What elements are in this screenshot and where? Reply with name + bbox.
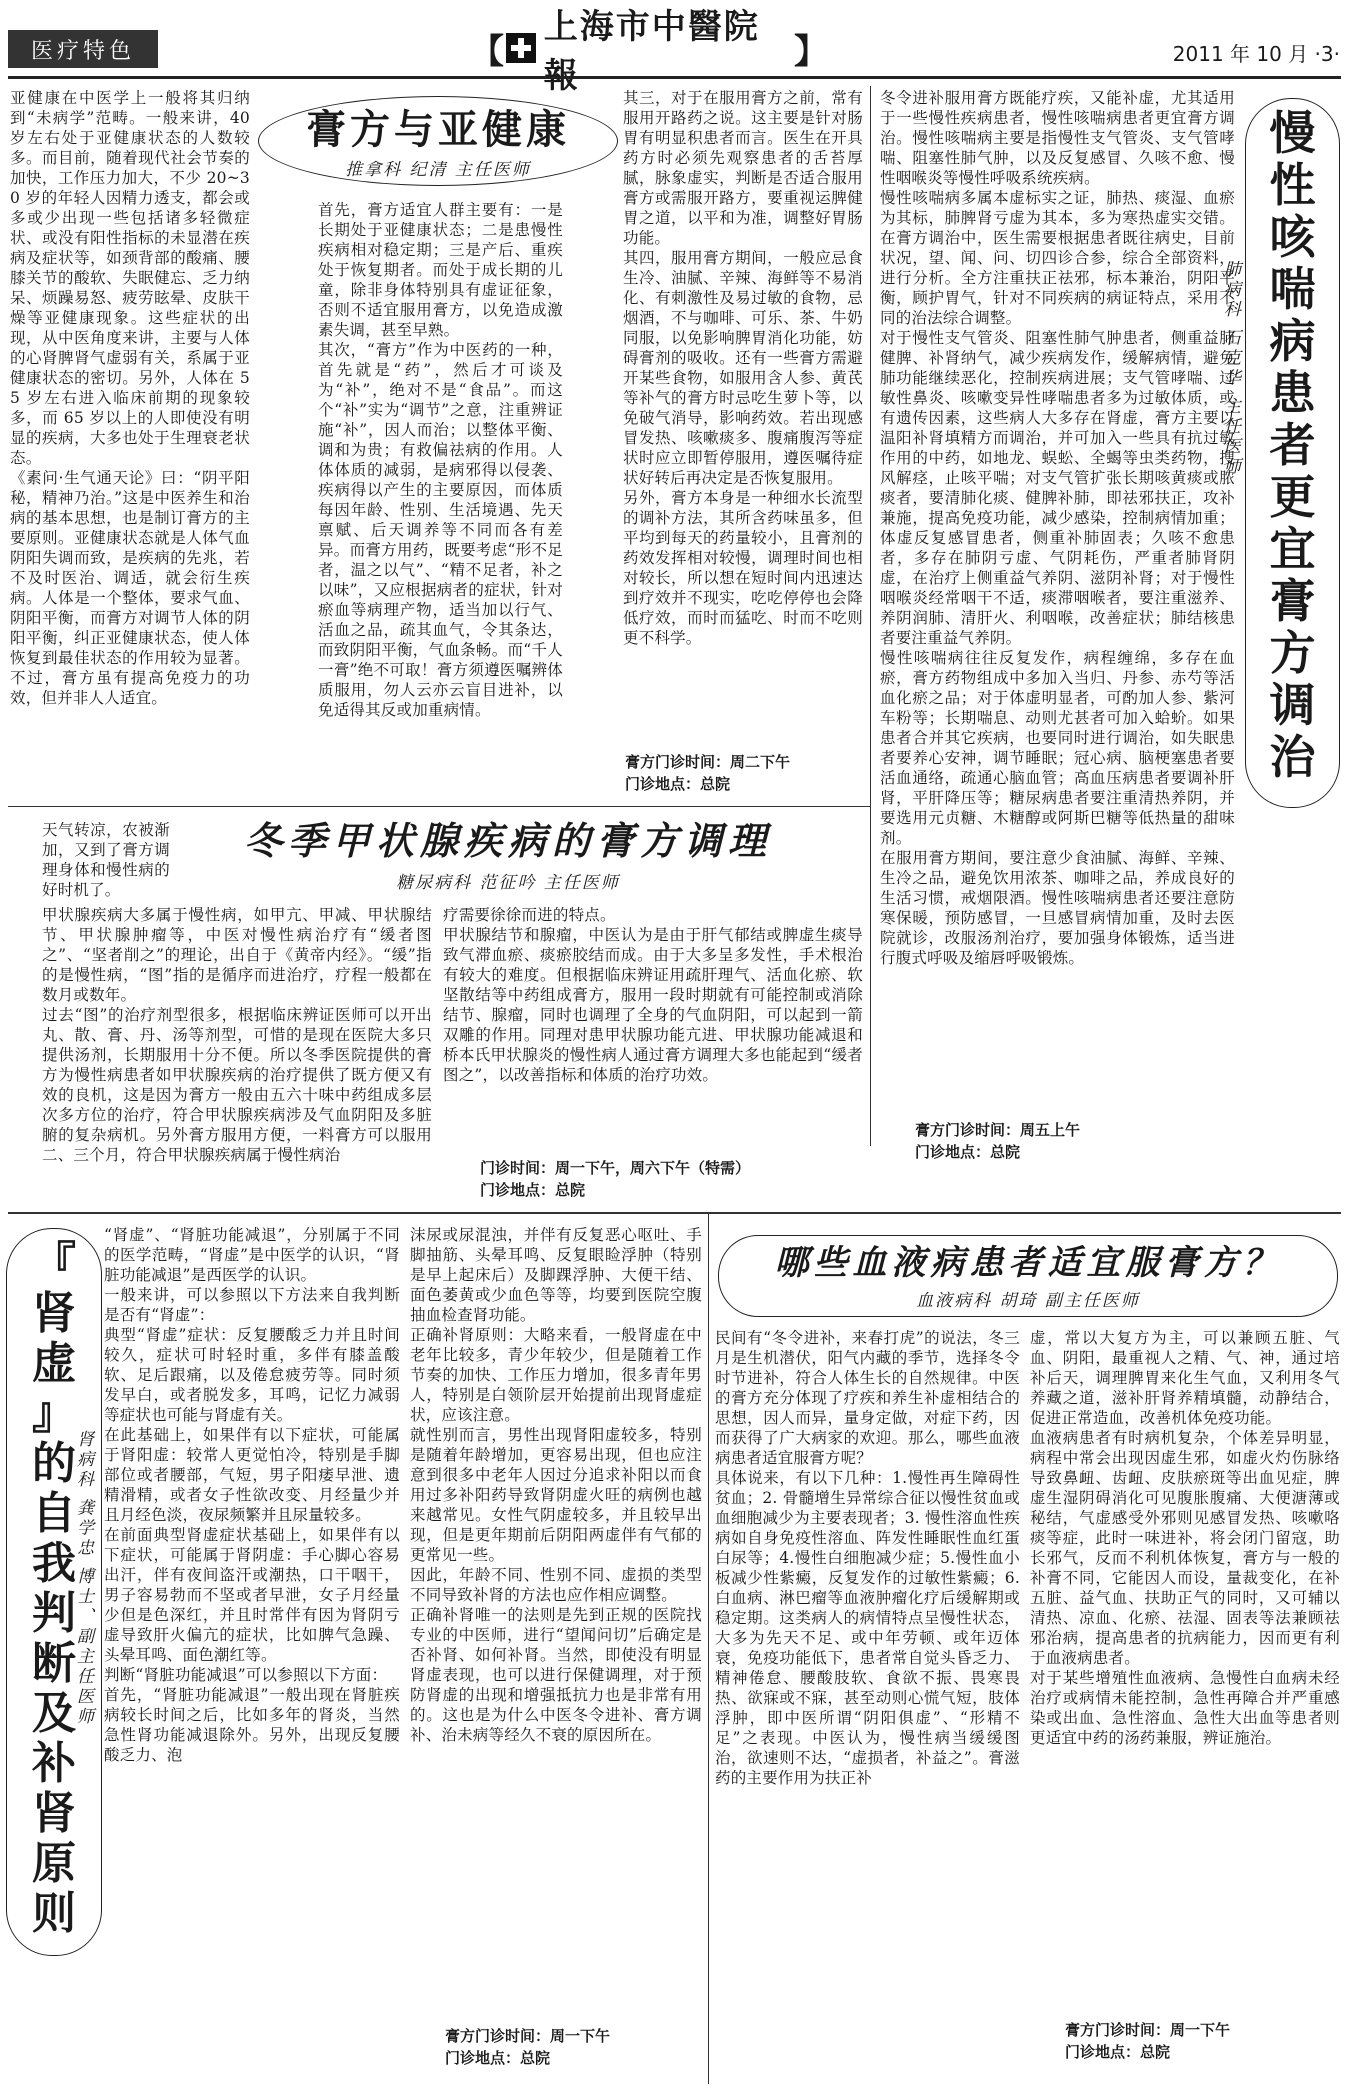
article4-clinic-time: 膏方门诊时间：周一下午 (445, 2027, 611, 2045)
article4-title-char: 『 (32, 1238, 76, 1289)
article5-clinic-time: 膏方门诊时间：周一下午 (1065, 2021, 1231, 2039)
article5-byline: 血液病科 胡琦 副主任医师 (916, 1291, 1140, 1311)
article4-title-char: 原 (32, 1838, 76, 1889)
article4-title-char: 自 (32, 1488, 76, 1539)
article4-title-char: 断 (32, 1638, 76, 1689)
article2-text: 冬令进补服用膏方既能疗疾，又能补虚，尤其适用于一些慢性疾病患者，慢性咳喘病患者更宜膏方调治。慢性咳喘病主要是指慢性支气管炎、支气管哮喘、阻塞性肺气肿，以及反复感冒、久咳不愈、慢性咽喉炎等慢性呼吸系统疾病。 慢性咳喘病多属本虚标实之证，肺热、痰湿、血瘀为其标，肺脾肾亏虚为其本，多为寒热虚实交错。在膏方调治中，医生需要根据患者既往病史，目前状况，望、闻、问、切四诊合参，综合全部资料，进行分析。全方注重扶正祛邪，标本兼治，阴阳平衡，顾护胃气，针对不同疾病的病证特点，采用不同的治法综合调整。 对于慢性支气管炎、阻塞性肺气肿患者，侧重益肺健脾、补肾纳气，减少疾病发作，缓解病情，避免肺功能继续恶化，控制疾病进展；支气管哮喘、过敏性鼻炎、咳嗽变异性哮喘患者多为过敏体质，或有遗传因素，这些病人大多存在肾虚，膏方主要以温阳补肾填精方而调治，并可加入一些具有抗过敏作用的中药，如地龙、蜈蚣、全蝎等虫类药物，搜风解痉，止咳平喘；对支气管扩张长期咳黄痰或脓痰者，要清肺化痰、健脾补肺，即祛邪扶正，攻补兼施，提高免疫功能，减少感染，控制病情加重；体虚反复感冒患者，侧重补肺固表；久咳不愈患者，多存在肺阴亏虚、气阴耗伤，严重者肺肾阴虚，在治疗上侧重益气养阴、滋阴补肾；对于慢性咽喉炎经常咽干不适，痰滞咽喉者，要注重滋养、养阴润肺、清肝火、利咽喉，改善症状；肺结核患者要注重益气养阴。 慢性咳喘病往往反复发作，病程缠绵，多存在血瘀，膏方药物组成中多加入当归、丹参、赤芍等活血化瘀之品；对于体虚明显者，可酌加人参、紫河车粉等；长期喘息、动则尤甚者可加入蛤蚧。如果患者合并其它疾病，也要同时进行调治，如失眠患者要养心安神，调节睡眠；冠心病、脑梗塞患者要活血通络，疏通心脑血管；高血压病患者要调补肝肾，平肝降压等；糖尿病患者要注重清热养阴，并要选用元贞糖、木糖醇或阿斯巴糖等低热量的甜味剂。 在服用膏方期间，要注意少食油腻、海鲜、辛辣、生冷之品，避免饮用浓茶、咖啡之品，养成良好的生活习惯，戒烟限酒。慢性咳喘病患者还要注意防寒保暖，预防感冒，一旦感冒病情加重，及时去医院就诊，改服汤剂治疗，要加强身体锻炼，适当进行腹式呼吸及缩唇呼吸锻炼。 (880, 89, 1235, 967)
middle-rule (8, 1212, 1341, 1214)
article4-title-char: 虚 (32, 1338, 76, 1389)
article2-title-char: 患 (1269, 366, 1316, 420)
article4-byline: 肾病科 龚学忠 博士、副主任医师 (73, 1430, 93, 1727)
article3-lead: 天气转凉，农被渐加，又到了膏方调理身体和慢性病的好时机了。 (42, 821, 170, 899)
article2-title-char: 调 (1269, 678, 1316, 732)
article4-title-char: 我 (32, 1538, 76, 1589)
article1-col2: 首先，膏方适宜人群主要有：一是长期处于亚健康状态；二是患慢性疾病相对稳定期；三是产后、重疾处于恢复期者。而处于成长期的儿童，除非身体特别具有虚证征象，否则不适宜服用膏方，以免造成激素失调，甚至早熟。 其次，“膏方”作为中医药的一种，首先就是“药”，然后才可谈及为“补”，绝对不是“食品”。而这个“补”实为“调节”之意，注重辨证施“补”，因人而治；以整体平衡、调和为贵；有救偏祛病的作用。人体体质的减弱，是病邪得以侵袭、疾病得以产生的主要原因，而体质每因年龄、性别、生活境遇、先天禀赋、后天调养等不同而各有差异。而膏方用药，既要考虑“形不足者，温之以气”、“精不足者，补之以味”，又应根据病者的症状，针对瘀血等病理产物，适当加以行气、活血之品，疏其血气，令其条达，而致阴阳平衡，气血条畅。而“千人一膏”绝不可取！膏方须遵医嘱辨体质服用，勿人云亦云盲目进补，以免适得其反或加重病情。 (318, 201, 563, 719)
article3-title: 冬季甲状腺疾病的膏方调理 (243, 819, 772, 863)
article1-col3: 其三，对于在服用膏方之前，常有服用开路药之说。这主要是针对肠胃有明显积患者而言。医生在开具药方时必须先观察患者的舌苔厚腻，脉象虚实，判断是否适合服用膏方或需服开路方，要重视运脾健胃之道，以平和为准，调整好胃肠功能。 其四，服用膏方期间，一般应忌食生冷、油腻、辛辣、海鲜等不易消化、有刺激性及易过敏的食物，忌烟酒，不与咖啡、可乐、茶、牛奶同服，以免影响脾胃消化功能，妨碍膏剂的吸收。还有一些膏方需避开某些食物，如服用含人参、黄芪等补气的膏方时忌吃生萝卜等，以免破气消导，影响药效。若出现感冒发热、咳嗽痰多、腹痛腹泻等症状时应立即暂停服用，遵医嘱待症状好转后再决定是否恢复服用。 另外，膏方本身是一种细水长流型的调补方法，其所含药味虽多，但平均到每天的药量较小，且膏剂的药效发挥相对较慢，调理时间也相对较长，所以想在短时间内迅速达到疗效并不现实，吃吃停停也会降低疗效，而时而猛吃、时而不吃则更不科学。 (623, 89, 863, 647)
masthead-bracket-left: 【 (470, 31, 506, 72)
article4-title-char: 的 (32, 1438, 76, 1489)
article3-clinic-time: 门诊时间：周一下午，周六下午（特需） (480, 1159, 751, 1177)
masthead (470, 7, 830, 96)
article2-title (1246, 107, 1339, 783)
article3-clinic-place: 门诊地点：总院 (480, 1181, 586, 1199)
article2-title-char: 病 (1269, 314, 1316, 368)
article3-col2: 疗需要徐徐而进的特点。 甲状腺结节和腺瘤，中医认为是由于肝气郁结或脾虚生痰导致气滞血瘀、痰瘀胶结而成。由于大多呈多发性，手术根治有较大的难度。但根据临床辨证用疏肝理气、活血化瘀、软坚散结等中药组成膏方，服用一段时期就有可能控制或消除结节、腺瘤，同时也调理了全身的气血阴阳，可以起到一箭双雕的作用。同理对患甲状腺功能亢进、甲状腺功能减退和桥本氏甲状腺炎的慢性病人通过膏方调理大多也能起到“缓者图之”，以改善指标和体质的治疗功效。 (443, 906, 863, 1084)
article2-clinic-time: 膏方门诊时间：周五上午 (915, 1121, 1081, 1139)
article1-byline: 推拿科 纪清 主任医师 (345, 160, 531, 180)
article1-clinic-place: 门诊地点：总院 (625, 775, 731, 793)
masthead-bracket-right: 】 (794, 31, 830, 72)
article2-title-char: 性 (1269, 158, 1316, 212)
article2-title-char: 膏 (1269, 574, 1316, 628)
article4-col1: “肾虚”、“肾脏功能减退”，分别属于不同的医学范畴，“肾虚”是中医学的认识，“肾脏功能减退”是西医学的认识。 一般来讲，可以参照以下方法来自我判断是否有“肾虚”： 典型“肾虚”症状：反复腰酸乏力并且时间较久，症状可时轻时重，多伴有膝盖酸软、足后跟痛，以及倦怠疲劳等。同时须发早白，或者脱发多，耳鸣，记忆力减弱等症状也可能与肾虚有关。 在此基础上，如果伴有以下症状，可能属于肾阳虚：较常人更觉怕冷，特别是手脚部位或者腰部，气短，男子阳痿早泄、遗精滑精，或者女子性欲改变、月经量少并且月经色淡，夜尿频繁并且尿量较多。 在前面典型肾虚症状基础上，如果伴有以下症状，可能属于肾阴虚：手心脚心容易出汗，伴有夜间盗汗或潮热，口干咽干，男子容易勃而不坚或者早泄，女子月经量少但是色深红，并且时常伴有因为肾阴亏虚导致肝火偏亢的症状，比如脾气急躁、头晕耳鸣、面色潮红等。 判断“肾脏功能减退”可以参照以下方面： 首先，“肾脏功能减退”一般出现在肾脏疾病较长时间之后，比如多年的肾炎，当然急性肾功能减退除外。另外，出现反复腰酸乏力、泡 (104, 1226, 400, 1764)
masthead-title: 上海市中醫院報 (543, 7, 760, 96)
article4-title-char: 』 (32, 1388, 76, 1439)
article5-title: 哪些血液病患者适宜服膏方？ (774, 1243, 1282, 1283)
article4-title-char: 则 (32, 1888, 76, 1939)
article2-title-char: 喘 (1269, 262, 1316, 316)
article2-title-char: 慢 (1269, 106, 1316, 160)
article1-col1: 亚健康在中医学上一般将其归纳到“未病学”范畴。一般来讲，40 岁左右处于亚健康状态的人数较多。而目前，随着现代社会节奏的加快，工作压力加大，不少 20~30 岁的年轻人因精力透支，都会或多或少出现一些包括诸多轻微症状、或没有阳性指标的未显潜在疾病及症状等，如颈背部的酸痛、腰膝关节的酸软、失眠健忘、乏力纳呆、烦躁易怒、疲劳眩晕、皮肤干燥等亚健康现象。这些症状的出现，从中医角度来讲，主要与人体的心肾脾肾气虚弱有关，系属于亚健康状态的密切。另外，人体在 55 岁左右进入临床前期的现象较多，而 65 岁以上的人即使没有明显的疾病，大多也处于生理衰老状态。 《素问·生气通天论》曰：“阴平阳秘，精神乃治。”这是中医养生和治病的基本思想，也是制订膏方的主要原则。亚健康状态就是人体气血阴阳失调而致，是疾病的先兆，若不及时医治、调适，就会衍生疾病。人体是一个整体，要求气血、阴阳平衡，而膏方对调节人体的阴阳平衡，纠正亚健康状态，使人体恢复到最佳状态的作用较为显著。不过，膏方虽有提高免疫力的功效，但并非人人适宜。 (10, 89, 250, 707)
article2-title-box (1245, 98, 1340, 808)
article3-byline: 糖尿病科 范征吟 主任医师 (396, 873, 620, 893)
article2-title-char: 宜 (1269, 522, 1316, 576)
article2-clinic-place: 门诊地点：总院 (915, 1143, 1021, 1161)
article2-title-char: 更 (1269, 470, 1316, 524)
article1-title-oval (258, 96, 618, 186)
article4-clinic-place: 门诊地点：总院 (445, 2049, 551, 2067)
article1-bottom-rule (8, 806, 870, 807)
bottom-column-divider (708, 1214, 709, 2084)
article4-title-char: 补 (32, 1738, 76, 1789)
column-divider-right (870, 86, 871, 1146)
article5-col2: 虚，常以大复方为主，可以兼顾五脏、气血、阴阳，最重视人之精、气、神，通过培补后天，调理脾胃来化生气血，又利用冬气养藏之道，滋补肝肾养精填髓，动静结合，促进正常造血，改善机体免疫功能。 血液病患者有时病机复杂，个体差异明显，病程中常会出现因虚生邪，如虚火灼伤脉络导致鼻衄、齿衄、皮肤瘀斑等出血见症，脾虚生湿阴碍消化可见腹胀腹痛、大便溏薄或秘结，气虚感受外邪则见感冒发热、咳嗽咯痰等症，此时一味进补，将会闭门留寇，助长邪气，反而不利机体恢复，膏方与一般的补膏不同，它能因人而设，量裁变化，在补五脏、益气血、扶助正气的同时，又可辅以清热、凉血、化瘀、祛湿、固表等法兼顾祛邪治病，提高患者的抗病能力，因而更有利于血液病患者。 对于某些增殖性血液病、急慢性白血病未经治疗或病情未能控制，急性再障合并严重感染或出血、急性溶血、急性大出血等患者则更适宜中药的汤药兼服，辨证施治。 (1030, 1329, 1340, 1747)
article2-title-char: 方 (1269, 626, 1316, 680)
article4-title-char: 判 (32, 1588, 76, 1639)
article2-byline: 肺病科 石克华 主任医师 (1220, 260, 1240, 477)
article1-title: 膏方与亚健康 (306, 107, 570, 153)
issue-date: 2011 年 10 月 ·3· (1172, 42, 1340, 66)
article5-title-box (718, 1235, 1338, 1317)
article1-clinic-time: 膏方门诊时间：周二下午 (625, 753, 791, 771)
article5-clinic-place: 门诊地点：总院 (1065, 2043, 1171, 2061)
article3-col1: 甲状腺疾病大多属于慢性病，如甲亢、甲减、甲状腺结节、甲状腺肿瘤等，中医对慢性病治疗有“缓者图之”、“坚者削之”的理论，出自于《黄帝内经》。“缓”指的是慢性病，“图”指的是循序而进治疗，疗程一般都在数月或数年。 过去“图”的治疗剂型很多，根据临床辨证医师可以开出丸、散、膏、丹、汤等剂型，可惜的是现在医院大多只提供汤剂，长期服用十分不便。所以冬季医院提供的膏方为慢性病患者如甲状腺疾病的治疗提供了既方便又有效的良机，这是因为膏方一般由五六十味中药组成多层次多方位的治疗，符合甲状腺疾病涉及气血阴阳及多脏腑的复杂病机。另外膏方服用方便，一料膏方可以服用二、三个月，符合甲状腺疾病属于慢性病治 (42, 906, 432, 1164)
hospital-logo-icon (506, 33, 536, 63)
article2-title-char: 咳 (1269, 210, 1316, 264)
section-tag: 医疗特色 (8, 30, 158, 68)
article2-title-char: 治 (1269, 730, 1316, 784)
article2-title-char: 者 (1269, 418, 1316, 472)
article5-col1: 民间有“冬令进补，来春打虎”的说法，冬三月是生机潜伏，阳气内藏的季节，选择冬令时节进补，符合人体生长的自然规律。中医的膏方充分体现了疗疾和养生补虚相结合的思想，因人而异，量身定做，对症下药，因而获得了广大病家的欢迎。那么，哪些血液病患者适宜服膏方呢？ 具体说来，有以下几种：1.慢性再生障碍性贫血；2. 骨髓增生异常综合征以慢性贫血或血细胞减少为主要表现者；3. 慢性溶血性疾病如自身免疫性溶血、阵发性睡眠性血红蛋白尿等；4.慢性白细胞减少症；5.慢性血小板减少性紫癜，反复发作的过敏性紫癜；6.白血病、淋巴瘤等血液肿瘤化疗后缓解期或稳定期。这类病人的病情特点呈慢性状态，大多为先天不足、或中年劳顿、或年迈体衰，免疫功能低下，患者常自觉头昏乏力、精神倦怠、腰酸肢软、食欲不振、畏寒畏热、欲寐或不寐，甚至动则心慌气短，肢体浮肿，即中医所谓“阴阳俱虚”、“形精不足”之表现。中医认为，慢性病当缓缓图治，欲速则不达，“虚损者，补益之”。膏滋药的主要作用为扶正补 (715, 1329, 1020, 1787)
article4-title-char: 肾 (32, 1288, 76, 1339)
header-rule (8, 76, 1341, 79)
article4-col2: 沫尿或尿混浊，并伴有反复恶心呕吐、手脚抽筋、头晕耳鸣、反复眼睑浮肿（特别是早上起床后）及脚踝浮肿、大便干结、面色萎黄或少血色等等，均要到医院空腹抽血检查肾功能。 正确补肾原则：大略来看，一般肾虚在中老年比较多，青少年较少，但是随着工作节奏的加快、工作压力增加，很多青年男人，特别是白领阶层开始提前出现肾虚症状，应该注意。 就性别而言，男性出现肾阳虚较多，特别是随着年龄增加，更容易出现，但也应注意到很多中老年人因过分追求补阳以而食用过多补阳药导致肾阴虚火旺的病例也越来越常见。女性气阴虚较多，并且较早出现，但是更年期前后阴阳两虚伴有气郁的更常见一些。 因此，年龄不同、性别不同、虚损的类型不同导致补肾的方法也应作相应调整。 正确补肾唯一的法则是先到正规的医院找专业的中医师，进行“望闻问切”后确定是否补肾、如何补肾。当然，即使没有明显肾虚表现，也可以进行保健调理，对于预防肾虚的出现和增强抵抗力也是非常有用的。这也是为什么中医冬令进补、膏方调补、治未病等经久不衰的原因所在。 (410, 1226, 702, 1744)
article4-title-char: 及 (32, 1688, 76, 1739)
article3-title-block (188, 818, 828, 902)
article4-title-char: 肾 (32, 1788, 76, 1839)
